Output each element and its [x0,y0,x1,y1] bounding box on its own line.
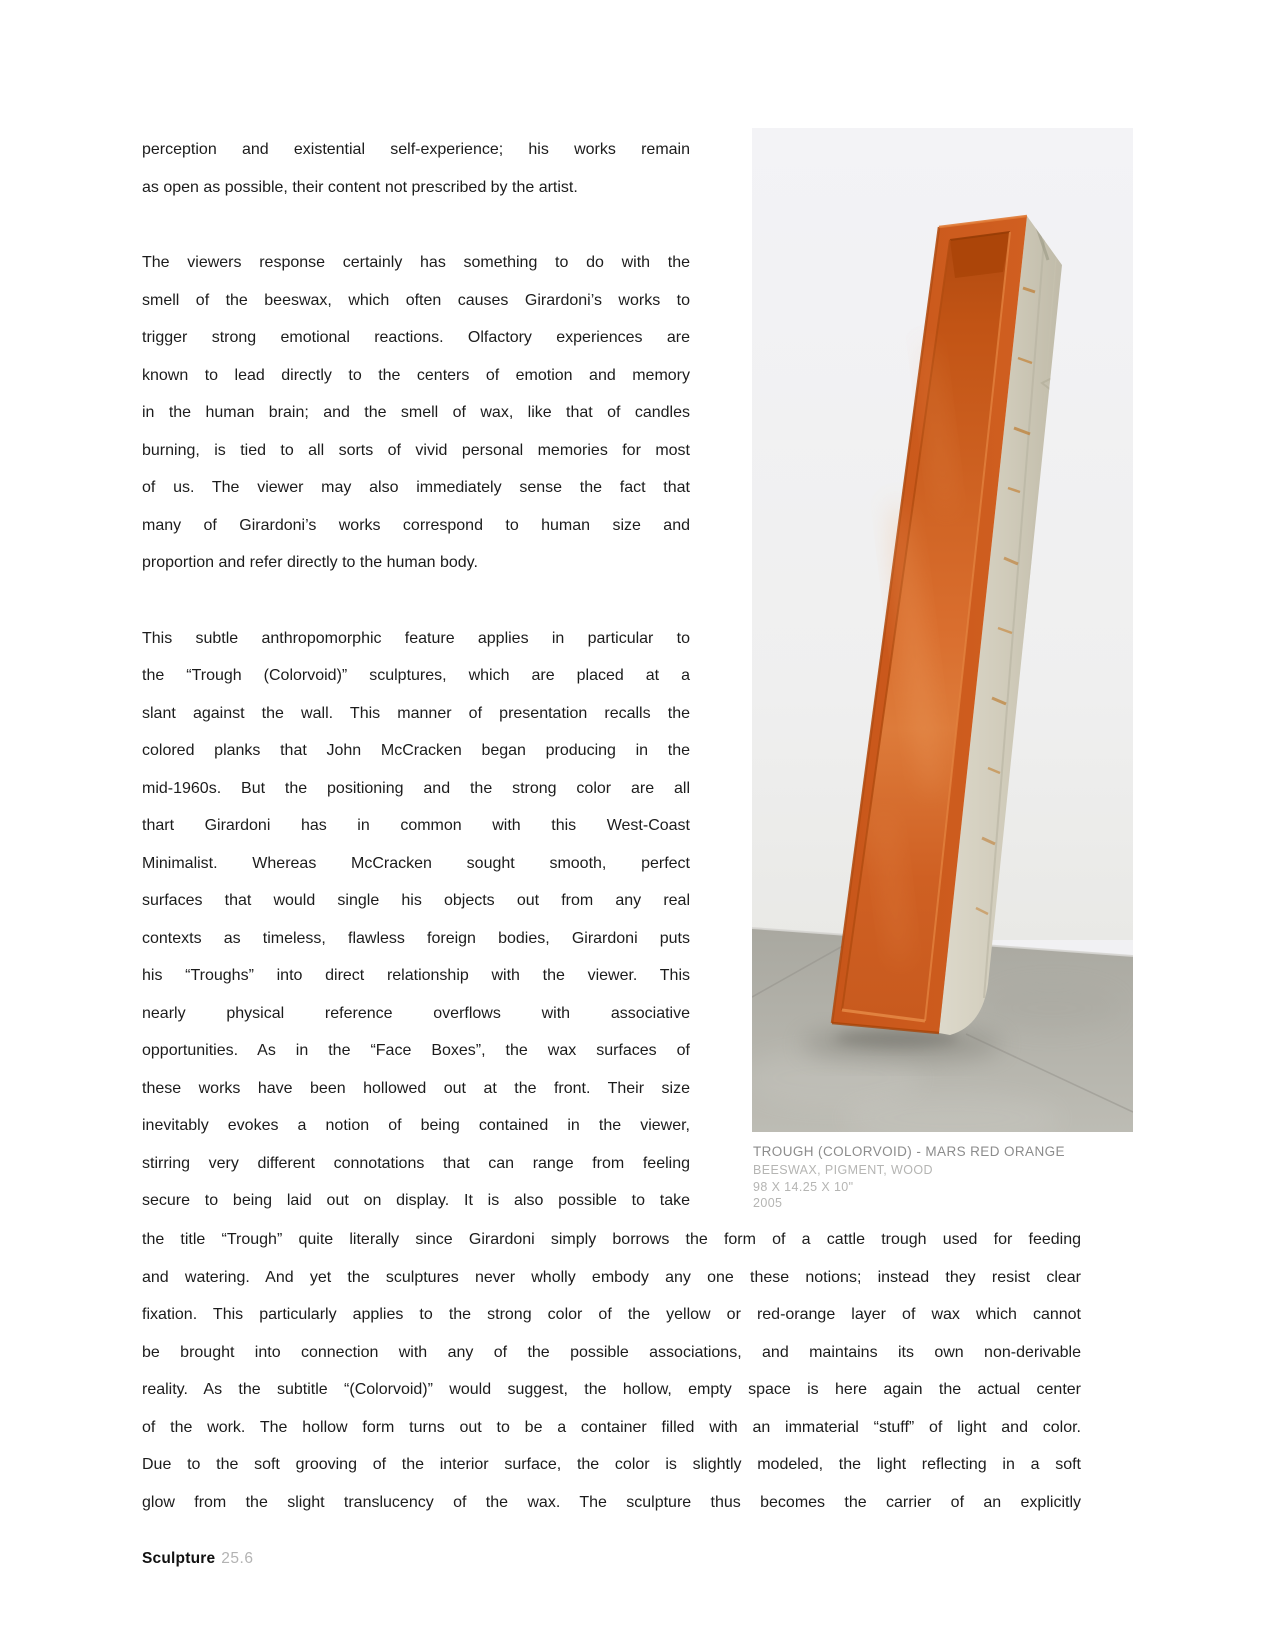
magazine-name: Sculpture [142,1550,216,1567]
text-line: as open as possible, their content not prescribed by the artist. [142,178,578,196]
text-line: burning, is tied to all sorts of vivid personal memories for most [142,441,690,459]
artwork-caption [753,1142,1136,1212]
text-line: surfaces that would single his objects out from any real [142,892,690,909]
text-line: This subtle anthropomorphic feature applies in particular to [142,629,690,647]
artwork-title: TROUGH (COLORVOID) - MARS RED ORANGE [753,1144,1065,1159]
text-line: known to lead directly to the centers of emotion and memory [142,366,690,384]
artwork-year: 2005 [753,1196,783,1210]
text-line: Due to the soft grooving of the interior surface, the color is slightly modeled, the light reflecting in a soft [142,1456,1081,1473]
sculpture-photo [752,128,1133,1132]
text-line: mid-1960s. But the positioning and the strong color are all [142,779,690,797]
floor-stain [982,984,1122,1032]
text-line: thart Girardoni has in common with this West-Coast [142,817,690,834]
text-line: nearly physical reference overflows with associative [142,1004,690,1022]
text-line: proportion and refer directly to the human body. [142,554,478,571]
text-line: Minimalist. Whereas McCracken sought smooth, perfect [142,854,690,872]
text-line: and watering. And yet the sculptures never wholly embody any one these notions; instead they resist clear [142,1268,1081,1286]
text-line: trigger strong emotional reactions. Olfactory experiences are [142,329,690,346]
text-line: his “Troughs” into direct relationship with the viewer. This [142,967,690,984]
text-line: of us. The viewer may also immediately sense the fact that [142,479,690,496]
text-line: inevitably evokes a notion of being contained in the viewer, [142,1117,690,1134]
artwork-dimensions: 98 X 14.25 X 10" [753,1179,854,1194]
paragraph-3 [142,620,690,1220]
text-line: perception and existential self-experience; his works remain [142,141,690,158]
text-line: these works have been hollowed out at the front. Their size [142,1079,690,1097]
text-line: secure to being laid out on display. It is also possible to take [142,1192,690,1209]
issue-number: 25.6 [221,1550,254,1567]
text-line: smell of the beeswax, which often causes Girardoni’s works to [142,291,690,309]
artwork-materials: BEESWAX, PIGMENT, WOOD [753,1163,933,1177]
text-line: fixation. This particularly applies to the strong color of the yellow or red-orange layer of wax which cannot [142,1306,1081,1323]
text-line: The viewers response certainly has something to do with the [142,254,690,271]
text-line: opportunities. As in the “Face Boxes”, the wax surfaces of [142,1042,690,1059]
text-line: be brought into connection with any of the possible associations, and maintains its own non-derivable [142,1343,1081,1361]
text-line: the “Trough (Colorvoid)” sculptures, which are placed at a [142,667,690,684]
text-line: reality. As the subtitle “(Colorvoid)” would suggest, the hollow, empty space is here again the actual center [142,1381,1081,1398]
text-line: of the work. The hollow form turns out to be a container filled with an immaterial “stuff” of light and color. [142,1418,1081,1436]
text-line: colored planks that John McCracken began producing in the [142,742,690,759]
paragraph-1 [142,131,690,206]
article-full-width [142,1221,1081,1521]
text-line: slant against the wall. This manner of presentation recalls the [142,704,690,722]
text-line: contexts as timeless, flawless foreign bodies, Girardoni puts [142,929,690,947]
paragraph-2 [142,244,690,582]
page-footer [142,1549,253,1569]
text-line: the title “Trough” quite literally since Girardoni simply borrows the form of a cattle trough used for feeding [142,1231,1081,1248]
text-line: glow from the slight translucency of the wax. The sculpture thus becomes the carrier of an explicitly [142,1493,1081,1511]
text-line: in the human brain; and the smell of wax, like that of candles [142,404,690,421]
article-left-column [142,131,690,1220]
text-line: stirring very different connotations that can range from feeling [142,1154,690,1172]
text-line: many of Girardoni’s works correspond to human size and [142,516,690,534]
sculpture-photo-render [752,128,1133,1132]
